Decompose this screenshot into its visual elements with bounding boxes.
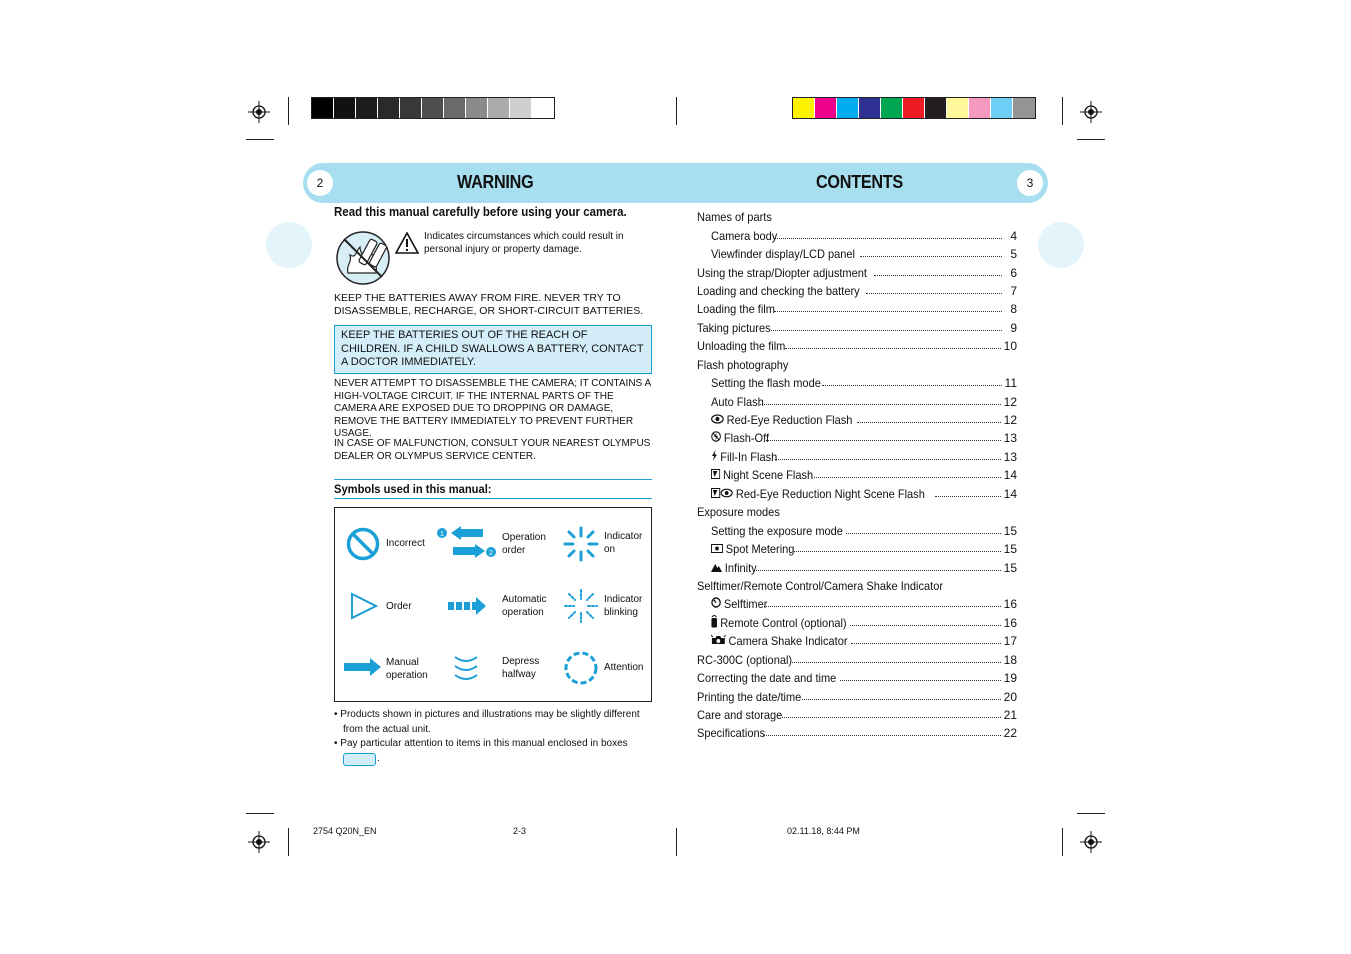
toc-entry (697, 411, 1017, 429)
toc-entry-page: 14 (1003, 468, 1017, 483)
toc-dot-leader (802, 688, 1000, 700)
toc-entry (697, 448, 1017, 466)
toc-dot-leader (840, 669, 1000, 681)
toc-dot-leader (792, 651, 1000, 663)
toc-dot-leader (775, 227, 1002, 239)
toc-entry-label: Night Scene Flash (711, 468, 813, 482)
toc-entry-label: Flash photography (697, 357, 789, 372)
toc-entry-label: Unloading the film (697, 339, 786, 354)
page-number-left: 2 (307, 170, 333, 196)
toc-entry (697, 208, 1017, 226)
toc-entry-page: 16 (1003, 597, 1017, 612)
night-scene-icon (711, 468, 720, 482)
symbols-heading-text: Symbols used in this manual: (334, 482, 492, 496)
flash-icon (711, 450, 717, 464)
toc-entry-page: 13 (1003, 449, 1017, 464)
order-triangle-icon (350, 592, 378, 620)
toc-entry-label: Care and storage (697, 708, 783, 723)
no-fire-battery-icon (334, 229, 392, 287)
toc-entry (697, 577, 1017, 595)
toc-dot-leader (822, 374, 1001, 386)
toc-entry-page: 9 (1010, 320, 1017, 335)
toc-entry-label: Setting the exposure mode (711, 523, 843, 538)
toc-entry-page: 14 (1003, 486, 1017, 501)
gray-scale-strip (311, 97, 555, 119)
registration-mark-icon (248, 831, 270, 853)
toc-entry-label: Names of parts (697, 210, 772, 225)
color-swatch (334, 98, 356, 118)
step-1-label: 1 (440, 531, 444, 538)
toc-dot-leader (874, 264, 1002, 276)
toc-entry (697, 374, 1017, 392)
child-safety-box: KEEP THE BATTERIES OUT OF THE REACH OF CHILDREN. IF A CHILD SWALLOWS A BATTERY, CONTACT A DOCTOR IMMEDIATELY. (334, 325, 652, 374)
toc-dot-leader (763, 724, 1001, 736)
toc-entry-page: 8 (1010, 302, 1017, 317)
toc-entry-page: 21 (1003, 708, 1017, 723)
toc-entry (697, 226, 1017, 244)
toc-dot-leader (769, 319, 1002, 331)
toc-entry (697, 651, 1017, 669)
toc-dot-leader (794, 540, 1001, 552)
color-swatch (400, 98, 422, 118)
toc-entry-label: Exposure modes (697, 505, 780, 520)
battery-fire-warning: KEEP THE BATTERIES AWAY FROM FIRE. NEVER TRY TO DISASSEMBLE, RECHARGE, OR SHORT-CIRCUIT BATTERIES. (334, 292, 644, 317)
toc-entry-page: 6 (1010, 265, 1017, 280)
table-of-contents (697, 208, 1017, 743)
toc-entry (697, 687, 1017, 705)
toc-dot-leader (760, 393, 1000, 405)
toc-entry-page: 12 (1003, 394, 1017, 409)
attention-label: Attention (604, 662, 644, 673)
toc-entry-label: Taking pictures (697, 320, 771, 335)
toc-entry (697, 282, 1017, 300)
note-products: • Products shown in pictures and illustrations may be slightly different from the actual unit. (334, 709, 640, 735)
caution-description: Indicates circumstances which could result in personal injury or property damage. (424, 231, 624, 255)
toc-entry (697, 706, 1017, 724)
contents-title: CONTENTS (816, 172, 903, 192)
toc-entry (697, 724, 1017, 742)
prohibited-icon (346, 527, 380, 561)
color-swatch (815, 98, 837, 118)
shake-icon (711, 634, 726, 648)
color-swatch (466, 98, 488, 118)
color-swatch (444, 98, 466, 118)
toc-entry (697, 466, 1017, 484)
toc-entry-page: 12 (1003, 413, 1017, 428)
manual-operation-label: Manual operation (386, 657, 428, 681)
toc-entry (697, 521, 1017, 539)
toc-dot-leader (753, 559, 1001, 571)
color-swatch (422, 98, 444, 118)
automatic-operation-icon (448, 595, 488, 617)
toc-dot-leader (860, 245, 1002, 257)
color-swatch (510, 98, 532, 118)
note-attention: • Pay particular attention to items in this manual enclosed in boxes . (334, 737, 654, 766)
color-swatch (947, 98, 969, 118)
toc-entry (697, 319, 1017, 337)
color-swatch (859, 98, 881, 118)
toc-entry-label: Selftimer/Remote Control/Camera Shake Indicator (697, 578, 944, 593)
order-label: Order (386, 601, 412, 612)
warning-lead: Read this manual carefully before using your camera. (334, 205, 627, 219)
indicator-blinking-label: Indicator blinking (604, 594, 643, 618)
toc-dot-leader (775, 448, 1001, 460)
toc-entry-label: RC-300C (optional) (697, 652, 793, 667)
color-swatch (925, 98, 947, 118)
sample-box-icon (343, 753, 376, 766)
process-color-strip (792, 97, 1036, 119)
toc-entry-page: 18 (1003, 652, 1017, 667)
step-2-label: 2 (489, 550, 493, 557)
toc-dot-leader (782, 706, 1001, 718)
toc-entry (697, 263, 1017, 281)
indicator-on-icon (563, 526, 599, 562)
toc-entry-label: Selftimer (711, 597, 767, 611)
eye-icon (711, 413, 724, 427)
toc-entry-page: 15 (1003, 560, 1017, 575)
indicator-blinking-icon (563, 588, 599, 624)
flash-off-icon (711, 431, 721, 445)
toc-dot-leader (774, 300, 1002, 312)
side-tab-right (1038, 222, 1084, 268)
toc-entry (697, 392, 1017, 410)
color-swatch (969, 98, 991, 118)
toc-entry-page: 13 (1003, 431, 1017, 446)
toc-entry-page: 19 (1003, 671, 1017, 686)
toc-entry (697, 337, 1017, 355)
toc-entry-page: 5 (1010, 247, 1017, 262)
toc-entry-label: Spot Metering (711, 542, 794, 556)
indicator-on-label: Indicator on (604, 531, 643, 555)
toc-entry (697, 300, 1017, 318)
toc-dot-leader (850, 614, 1000, 626)
toc-dot-leader (764, 595, 1000, 607)
toc-entry-label: Loading and checking the battery (697, 283, 860, 298)
night-eye-icon (711, 487, 733, 501)
toc-entry-page: 17 (1003, 634, 1017, 649)
color-swatch (1013, 98, 1035, 118)
color-swatch (991, 98, 1013, 118)
toc-entry-page: 11 (1004, 376, 1017, 391)
toc-dot-leader (935, 485, 1000, 497)
toc-entry-label: Using the strap/Diopter adjustment (697, 265, 867, 280)
toc-entry-page: 15 (1003, 542, 1017, 557)
footer-file: 2754 Q20N_EN (313, 826, 377, 836)
toc-entry (697, 245, 1017, 263)
header-band (303, 163, 1048, 203)
warning-title: WARNING (457, 172, 534, 192)
toc-entry-label: Specifications (697, 726, 766, 741)
attention-icon (563, 650, 599, 686)
color-swatch (532, 98, 554, 118)
toc-entry-label: Camera Shake Indicator (711, 634, 848, 648)
toc-entry-label: Setting the flash mode (711, 376, 821, 391)
color-swatch (881, 98, 903, 118)
toc-entry (697, 356, 1017, 374)
toc-entry-page: 20 (1003, 689, 1017, 704)
toc-entry (697, 485, 1017, 503)
mountain-icon (711, 561, 722, 575)
toc-entry-label: Loading the film (697, 302, 775, 317)
toc-entry-label: Viewfinder display/LCD panel (711, 247, 856, 262)
toc-entry (697, 614, 1017, 632)
symbols-heading (334, 479, 652, 499)
toc-dot-leader (851, 632, 1000, 644)
toc-entry (697, 558, 1017, 576)
toc-dot-leader (857, 411, 1001, 423)
manual-operation-icon (344, 657, 382, 677)
color-swatch (903, 98, 925, 118)
toc-entry-label: Remote Control (optional) (711, 614, 847, 631)
toc-entry-label: Auto Flash (711, 394, 764, 409)
depress-halfway-label: Depress halfway (502, 656, 540, 680)
toc-dot-leader (785, 337, 1001, 349)
color-swatch (793, 98, 815, 118)
footer-timestamp: 02.11.18, 8:44 PM (787, 826, 860, 836)
toc-entry (697, 669, 1017, 687)
automatic-operation-label: Automatic operation (502, 594, 547, 618)
toc-dot-leader (814, 466, 1001, 478)
symbols-legend (334, 507, 652, 702)
selftimer-icon (711, 597, 721, 611)
toc-entry-label: Red-Eye Reduction Flash (711, 413, 852, 427)
operation-order-label: Operation order (502, 532, 546, 556)
toc-entry-label: Fill-In Flash (711, 450, 777, 464)
toc-entry-label: Flash-Off (711, 431, 769, 445)
toc-entry-page: 10 (1003, 339, 1017, 354)
toc-entry (697, 429, 1017, 447)
operation-order-icon (437, 526, 501, 562)
caution-triangle-icon (395, 232, 419, 254)
color-swatch (378, 98, 400, 118)
toc-entry-page: 7 (1010, 283, 1017, 298)
toc-entry-label: Printing the date/time (697, 689, 802, 704)
depress-halfway-icon (453, 654, 479, 682)
color-swatch (312, 98, 334, 118)
malfunction-warning: IN CASE OF MALFUNCTION, CONSULT YOUR NEAREST OLYMPUS DEALER OR OLYMPUS SERVICE CENTER. (334, 438, 651, 462)
toc-entry-page: 22 (1003, 726, 1017, 741)
remote-icon (711, 614, 717, 631)
toc-entry (697, 595, 1017, 613)
toc-entry-label: Correcting the date and time (697, 671, 837, 686)
registration-mark-icon (1080, 831, 1102, 853)
toc-entry-page: 16 (1003, 615, 1017, 630)
registration-mark-icon (1080, 101, 1102, 123)
color-swatch (837, 98, 859, 118)
disassemble-warning: NEVER ATTEMPT TO DISASSEMBLE THE CAMERA; IT CONTAINS A HIGH-VOLTAGE CIRCUIT. IF THE INTERNAL PARTS OF THE CAMERA ARE EXPOSED DUE TO DROPPING OR DAMAGE, REMOVE THE BATTERY IMMEDIATELY TO PREVENT FURTHER USAGE. (334, 378, 651, 439)
spot-metering-icon (711, 542, 723, 556)
toc-entry (697, 540, 1017, 558)
toc-entry-label: Infinity (711, 561, 757, 575)
toc-entry (697, 632, 1017, 650)
toc-dot-leader (866, 282, 1002, 294)
color-swatch (488, 98, 510, 118)
incorrect-label: Incorrect (386, 538, 425, 549)
toc-entry-page: 4 (1010, 228, 1017, 243)
footer-pages: 2-3 (513, 826, 527, 836)
toc-entry-page: 15 (1003, 523, 1017, 538)
toc-entry-label: Camera body (711, 228, 778, 243)
color-swatch (356, 98, 378, 118)
toc-entry (697, 503, 1017, 521)
registration-mark-icon (248, 101, 270, 123)
toc-entry-label: Red-Eye Reduction Night Scene Flash (711, 487, 925, 501)
toc-dot-leader (846, 522, 1000, 534)
page-number-right: 3 (1017, 170, 1043, 196)
toc-dot-leader (766, 429, 1001, 441)
side-tab-left (266, 222, 312, 268)
